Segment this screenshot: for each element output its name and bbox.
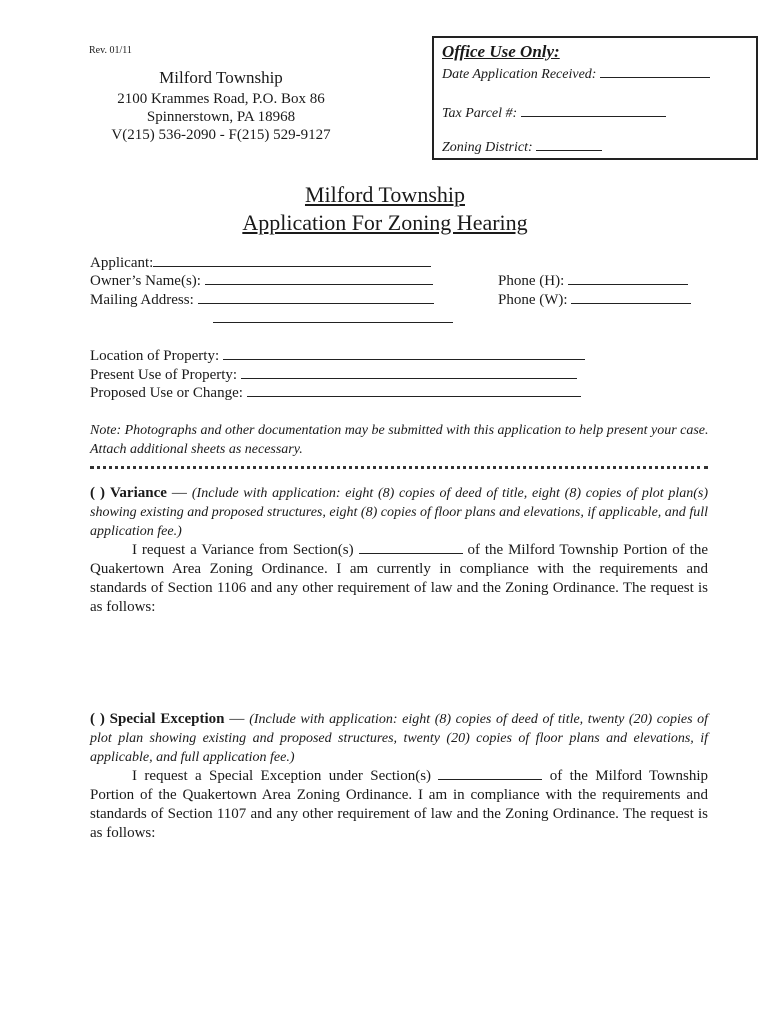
address-street: 2100 Krammes Road, P.O. Box 86 (117, 91, 325, 107)
phone-home-field[interactable]: Phone (H): (498, 272, 688, 290)
office-use-box (432, 36, 758, 160)
owners-name-field[interactable]: Owner’s Name(s): (90, 272, 433, 290)
mailing-address-line2[interactable] (213, 310, 453, 328)
special-exception-label: Special Exception (109, 711, 225, 727)
location-field[interactable]: Location of Property: (90, 347, 585, 365)
applicant-field[interactable]: Applicant: (90, 254, 431, 272)
revision-label: Rev. 01/11 (89, 45, 132, 56)
special-exception-checkbox[interactable]: ( ) (90, 711, 105, 727)
office-use-title: Office Use Only: (442, 42, 560, 61)
township-name: Milford Township (159, 68, 283, 87)
special-exception-requirements: (Include with application: eight (8) copies of deed of title, twenty (20) copies of plot plan showing existing and proposed structures, twenty (20) copies of floor plans and elevations, if applicable, and full application fee.) (90, 712, 709, 765)
mailing-address-field[interactable]: Mailing Address: (90, 291, 434, 309)
tax-parcel-field[interactable]: Tax Parcel #: (442, 104, 666, 122)
page-title: Milford Township (304, 182, 465, 207)
note-text: Note: Photographs and other documentation may be submitted with this application to help present your case. Attach additional sheets as necessary. (90, 423, 709, 457)
date-received-field[interactable]: Date Application Received: (442, 65, 710, 83)
variance-section: ( ) Variance — (Include with application: eight (8) copies of deed of title, eight (8) copies of plot plan(s) showing existing and proposed structures, eight (8) copies of floor plans and elevations, if applicable, and full application fee.) I request a Variance from Section(s) of the Milford Township Portion of the Quakertown Area Zoning Ordinance. I am currently in compliance with the requirements and standards of Section 1106 and any other requirement of law and the Zoning Ordinance. The request is as follows: (90, 485, 709, 615)
present-use-field[interactable]: Present Use of Property: (90, 366, 577, 384)
variance-section-blank[interactable] (359, 541, 463, 554)
variance-checkbox[interactable]: ( ) (90, 485, 105, 501)
address-city: Spinnerstown, PA 18968 (146, 109, 296, 125)
page-subtitle: Application For Zoning Hearing (242, 210, 528, 235)
zoning-district-field[interactable]: Zoning District: (442, 138, 602, 156)
proposed-use-field[interactable]: Proposed Use or Change: (90, 384, 581, 402)
dotted-divider (90, 466, 708, 469)
variance-label: Variance (109, 485, 167, 501)
special-exception-section: ( ) Special Exception — (Include with application: eight (8) copies of deed of title, twenty (20) copies of plot plan showing existing and proposed structures, twenty (20) copies of floor plans and elevations, if applicable, and full application fee.) I request a Special Exception under Section(s) of the Milford Township Portion of the Quakertown Area Zoning Ordinance. I am in compliance with the requirements and standards of Section 1107 and any other requirement of law and the Zoning Ordinance. The request is as follows: (90, 711, 709, 841)
variance-requirements: (Include with application: eight (8) copies of deed of title, eight (8) copies of plot plan(s) showing existing and proposed structures, eight (8) copies of floor plans and elevations, if applicable, and full application fee.) (90, 486, 709, 539)
phone-work-field[interactable]: Phone (W): (498, 291, 691, 309)
special-exception-section-blank[interactable] (438, 767, 542, 780)
address-phone: V(215) 536-2090 - F(215) 529-9127 (111, 127, 331, 143)
